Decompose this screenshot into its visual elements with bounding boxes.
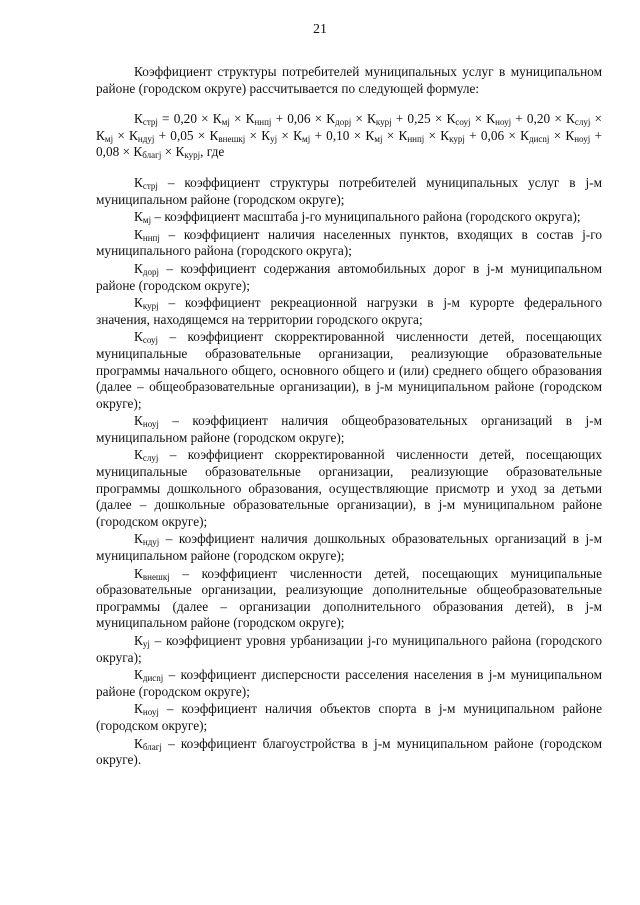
coefficient-symbol — [176, 144, 201, 159]
definition-text: – коэффициент наличия общеобразовательных организаций в j-м муниципальном районе (городском округе); — [96, 413, 602, 445]
symbol-base: К — [175, 144, 185, 160]
symbol-subscript: ноуj — [142, 707, 159, 718]
formula-operator: × — [161, 144, 176, 160]
symbol-subscript: курj — [142, 301, 159, 312]
definition-item — [96, 295, 602, 328]
definition-item — [96, 736, 602, 769]
definition-text: – коэффициент структуры потребителей муниципальных услуг в j-м муниципальном районе (городском округе); — [96, 174, 602, 207]
formula-operator: × — [277, 127, 294, 143]
symbol-base: К — [565, 127, 575, 143]
coefficient-symbol — [134, 227, 160, 242]
symbol-subscript: уj — [270, 133, 278, 144]
formula-operator: + 0,10 × — [310, 127, 366, 143]
symbol-base: К — [565, 111, 575, 127]
symbol-subscript: внешкj — [142, 571, 170, 582]
coefficient-symbol — [566, 111, 590, 126]
symbol-subscript: мj — [221, 117, 230, 128]
page-number: 21 — [313, 22, 327, 37]
coefficient-symbol — [398, 128, 424, 143]
symbol-base: К — [486, 111, 496, 127]
coefficient-symbol — [134, 667, 163, 682]
coefficient-symbol — [365, 128, 382, 143]
definition-text: – коэффициент скорректированной численности детей, посещающих муниципальные образовательные организации, реализующие образовательные программы дошкольного образования, осуществляющие присмотр и уход за детьми (далее – дошкольные образовательные организации), в j-м муниципальном районе (городском округе); — [96, 447, 602, 529]
definition-text: – коэффициент наличия дошкольных образовательных организаций в j-м муниципальном районе (городском округе); — [96, 531, 602, 564]
formula-operator: = 0,20 × — [157, 111, 213, 127]
symbol-subscript: внешкj — [218, 133, 246, 144]
coefficient-symbol — [486, 111, 511, 126]
formula-operator: + 0,25 × — [391, 111, 447, 127]
coefficient-symbol — [134, 566, 170, 581]
coefficient-symbol — [134, 447, 158, 462]
formula-operator: × — [245, 127, 262, 143]
symbol-base: К — [293, 127, 302, 143]
coefficient-symbol — [134, 633, 150, 648]
symbol-base: К — [440, 127, 450, 143]
symbol-base: К — [134, 295, 143, 311]
symbol-base: К — [446, 111, 456, 127]
definition-text: – коэффициент масштаба j-го муниципального района (городского округа); — [151, 209, 581, 225]
symbol-subscript: мj — [142, 215, 152, 226]
definitions-list — [96, 175, 602, 769]
coefficient-symbol — [134, 209, 151, 224]
symbol-subscript: благj — [142, 150, 162, 161]
symbol-subscript: стрj — [142, 180, 158, 191]
formula-operator: + 0,05 × — [154, 127, 210, 143]
definition-item — [96, 329, 602, 412]
coefficient-symbol — [134, 531, 159, 546]
document-body — [96, 64, 602, 769]
symbol-base: К — [245, 111, 255, 127]
coefficient-symbol — [134, 261, 159, 276]
definition-item — [96, 413, 602, 446]
definition-text: – коэффициент рекреационной нагрузки в j-м курорте федерального значения, находящемся на территории городского округа; — [96, 295, 602, 327]
intro-paragraph: Коэффициент структуры потребителей муниципальных услуг в муниципальном районе (городском округе) рассчитывается по следующей формуле: — [96, 64, 602, 96]
definition-text: – коэффициент численности детей, посещающих муниципальные образовательные организации, реализующие дополнительные общеобразовательные программы (далее – организации дополнительного образования детей), в j-м муниципальном районе (городском округе); — [96, 565, 602, 631]
symbol-subscript: ннпj — [142, 232, 160, 243]
symbol-subscript: курj — [184, 150, 201, 161]
formula-operator: + 0,06 × — [464, 127, 521, 143]
symbol-base: К — [367, 111, 376, 127]
symbol-subscript: дисnj — [528, 133, 550, 144]
symbol-subscript: слуj — [142, 453, 159, 464]
coefficient-symbol — [246, 111, 272, 126]
coefficient-symbol — [134, 701, 159, 716]
symbol-base: К — [134, 565, 143, 581]
coefficient-symbol — [134, 295, 159, 310]
coefficient-symbol — [134, 413, 159, 428]
symbol-base: К — [134, 735, 143, 751]
symbol-subscript: ноуj — [495, 117, 512, 128]
symbol-base: К — [326, 111, 336, 127]
formula — [96, 111, 602, 161]
definition-text: – коэффициент содержания автомобильных дорог в j-м муниципальном районе (городском округе); — [96, 260, 602, 293]
definition-text: – коэффициент наличия населенных пунктов, входящих в состав j-го муниципального района (городского округа); — [96, 226, 602, 259]
symbol-subscript: соуj — [455, 117, 471, 128]
symbol-subscript: благj — [142, 741, 162, 752]
symbol-base: К — [134, 447, 143, 463]
symbol-base: К — [96, 127, 105, 143]
definition-item — [96, 175, 602, 208]
symbol-subscript: ноуj — [142, 419, 159, 430]
definition-text: – коэффициент наличия объектов спорта в j-м муниципальном районе (городском округе); — [96, 701, 602, 733]
formula-operator: × — [113, 127, 130, 143]
coefficient-symbol — [293, 128, 310, 143]
coefficient-symbol — [326, 111, 351, 126]
coefficient-symbol — [133, 144, 161, 159]
symbol-subscript: ннпj — [407, 133, 425, 144]
symbol-subscript: курj — [375, 117, 392, 128]
symbol-base: К — [261, 127, 271, 143]
symbol-subscript: слуj — [574, 117, 591, 128]
coefficient-symbol — [367, 111, 392, 126]
definition-text: – коэффициент дисперсности расселения населения в j-м муниципальном районе (городском округе); — [96, 667, 602, 699]
symbol-base: К — [209, 127, 219, 143]
coefficient-symbol — [134, 175, 158, 190]
formula-operator: × — [424, 127, 441, 143]
symbol-base: К — [134, 329, 143, 345]
coefficient-symbol — [134, 111, 158, 126]
definition-item — [96, 209, 602, 226]
symbol-base: К — [134, 209, 143, 225]
coefficient-symbol — [440, 128, 465, 143]
symbol-subscript: курj — [449, 133, 465, 144]
symbol-base: К — [129, 127, 138, 143]
definition-text: – коэффициент скорректированной численности детей, посещающих муниципальные образовательные организации, реализующие образовательные программы начального общего, основного общего и (или) среднего общего образования (далее – общеобразовательные организации), в j-м муниципальном районе (городском округе); — [96, 329, 602, 411]
symbol-base: К — [398, 127, 408, 143]
symbol-base: К — [134, 701, 143, 717]
formula-operator: + 0,06 × — [271, 111, 327, 127]
coefficient-symbol — [261, 128, 277, 143]
symbol-base: К — [365, 127, 375, 143]
symbol-subscript: ндуj — [137, 133, 155, 144]
symbol-subscript: уj — [142, 639, 150, 649]
symbol-base: К — [212, 111, 222, 127]
symbol-base: К — [134, 174, 143, 190]
formula-operator: × — [549, 127, 566, 143]
definition-item — [96, 701, 602, 734]
definition-item — [96, 633, 602, 666]
formula-operator: × — [590, 111, 602, 127]
symbol-subscript: мj — [104, 133, 114, 144]
definition-text: – коэффициент уровня урбанизации j-го муниципального района (городского округа); — [96, 633, 602, 665]
symbol-base: К — [134, 111, 143, 127]
formula-operator: × — [229, 111, 246, 127]
coefficient-symbol — [134, 329, 158, 344]
definition-item — [96, 667, 602, 700]
coefficient-symbol — [134, 736, 162, 751]
coefficient-symbol — [129, 128, 154, 143]
definition-text: – коэффициент благоустройства в j-м муниципальном районе (городском округе). — [96, 735, 602, 768]
coefficient-symbol — [213, 111, 230, 126]
coefficient-symbol — [96, 128, 113, 143]
symbol-base: К — [134, 667, 143, 683]
symbol-subscript: дисnj — [142, 673, 164, 684]
coefficient-symbol — [446, 111, 470, 126]
symbol-base: К — [134, 226, 143, 242]
symbol-subscript: ндуj — [142, 537, 160, 548]
symbol-base: К — [134, 633, 143, 648]
formula-operator: + 0,08 × — [96, 127, 602, 160]
formula-operator: , где — [200, 144, 225, 160]
definition-item — [96, 531, 602, 564]
symbol-subscript: дорj — [335, 117, 352, 128]
symbol-subscript: мj — [374, 133, 383, 144]
symbol-base: К — [134, 531, 143, 547]
formula-operator: × — [382, 127, 399, 143]
formula-operator: × — [470, 111, 487, 127]
formula-operator: × — [351, 111, 368, 127]
symbol-subscript: соуj — [142, 335, 159, 346]
symbol-subscript: мj — [302, 133, 311, 144]
formula-operator: + 0,20 × — [511, 111, 566, 127]
symbol-base: К — [134, 413, 143, 429]
symbol-subscript: стрj — [142, 117, 158, 128]
symbol-subscript: ноуj — [574, 133, 591, 144]
coefficient-symbol — [565, 128, 590, 143]
coefficient-symbol — [210, 128, 246, 143]
symbol-base: К — [520, 127, 529, 143]
definition-item — [96, 261, 602, 294]
definition-item — [96, 227, 602, 260]
symbol-base: К — [133, 144, 143, 160]
symbol-subscript: дорj — [142, 266, 159, 277]
coefficient-symbol — [520, 128, 549, 143]
definition-item — [96, 447, 602, 530]
symbol-base: К — [134, 260, 143, 276]
definition-item — [96, 566, 602, 632]
symbol-subscript: ннпj — [254, 117, 272, 128]
